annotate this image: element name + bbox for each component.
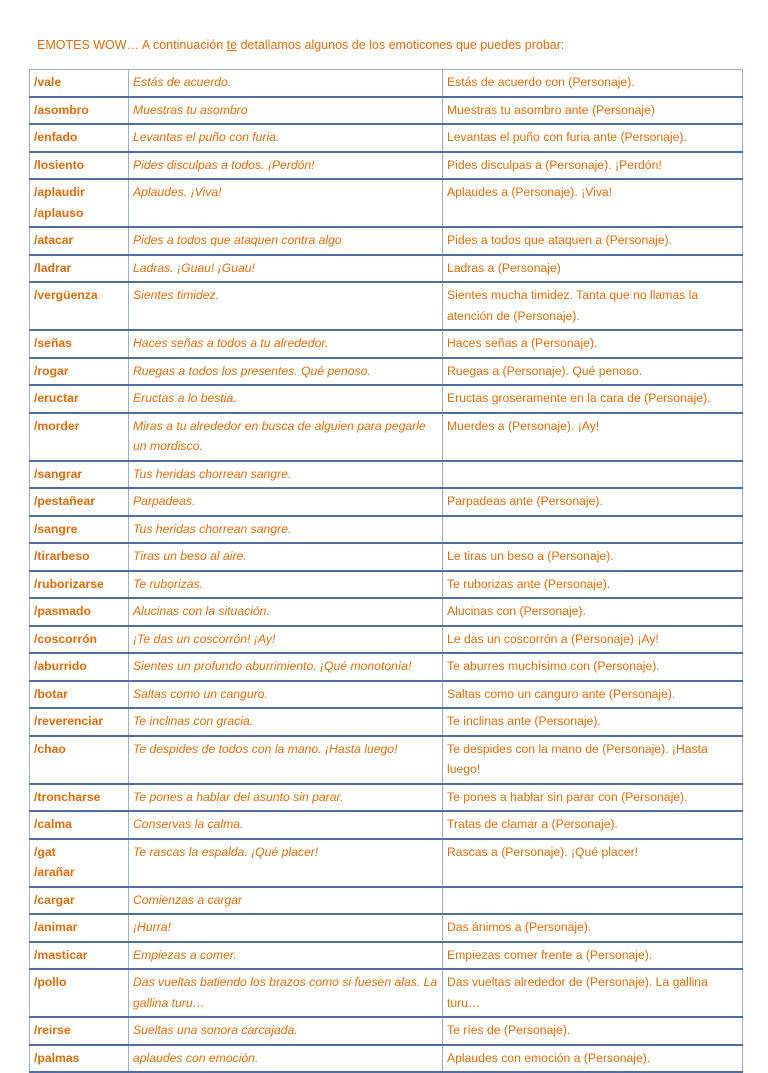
command-cell xyxy=(30,681,129,709)
command-cell-text: /botar xyxy=(34,686,68,701)
table-row xyxy=(30,413,743,461)
table-row xyxy=(30,255,743,283)
command-cell xyxy=(30,179,129,227)
command-cell-text: /atacar xyxy=(34,233,74,247)
self-description-cell xyxy=(129,598,443,626)
target-description-cell xyxy=(443,97,743,125)
self-description-cell xyxy=(129,626,443,654)
command-cell xyxy=(30,255,129,283)
table-row xyxy=(30,571,743,599)
table-row xyxy=(30,330,743,358)
command-cell xyxy=(30,488,129,516)
target-description-cell xyxy=(443,1045,743,1073)
target-description-cell xyxy=(443,811,743,839)
command-cell xyxy=(30,626,129,654)
self-description-cell xyxy=(129,811,443,839)
table-row xyxy=(30,152,743,180)
target-description-cell-text: Das vueltas alrededor de (Personaje). La gallina turu… xyxy=(447,975,708,1010)
self-description-cell-text: Ruegas a todos los presentes. Qué penoso. xyxy=(133,363,371,378)
target-description-cell-text: Ruegas a (Personaje). Qué penoso. xyxy=(447,363,643,378)
table-row xyxy=(30,942,743,970)
self-description-cell-text: Levantas el puño con furia. xyxy=(133,130,280,144)
target-description-cell-text: Eructas groseramente en la cara de (Personaje). xyxy=(447,391,711,405)
self-description-cell-text: Pides a todos que ataquen contra algo xyxy=(133,233,342,247)
heading-prefix: EMOTES WOW… A continuación xyxy=(37,38,227,52)
self-description-cell-text: Te inclinas con gracia. xyxy=(133,714,254,728)
self-description-cell-text: aplaudes con emoción. xyxy=(133,1050,259,1065)
target-description-cell-text: Te pones a hablar sin parar con (Personaje). xyxy=(447,789,688,804)
self-description-cell xyxy=(129,282,443,330)
command-cell-text: /troncharse xyxy=(34,789,101,804)
command-cell xyxy=(30,516,129,544)
self-description-cell-text: Aplaudes. ¡Viva! xyxy=(133,185,222,199)
emotes-table-body xyxy=(30,70,743,1073)
command-cell xyxy=(30,358,129,386)
target-description-cell-text: Te inclinas ante (Personaje). xyxy=(447,714,601,728)
command-cell xyxy=(30,124,129,152)
self-description-cell xyxy=(129,839,443,887)
self-description-cell-text: Pides disculpas a todos. ¡Perdón! xyxy=(133,157,315,172)
command-cell-text: /reirse xyxy=(34,1023,71,1037)
command-cell-text: /aburrido xyxy=(34,659,87,673)
target-description-cell xyxy=(443,461,743,489)
target-description-cell-text: Pides a todos que ataquen a (Personaje). xyxy=(447,233,672,247)
self-description-cell xyxy=(129,942,443,970)
command-cell-text: /señas xyxy=(34,336,72,350)
target-description-cell-text: Sientes mucha timidez. Tanta que no llamas la atención de (Personaje). xyxy=(447,288,699,323)
self-description-cell-text: Miras a tu alrededor en busca de alguien para pegarle un mordisco. xyxy=(133,418,426,453)
target-description-cell xyxy=(443,626,743,654)
self-description-cell-text: Te ruborizas. xyxy=(133,576,203,591)
self-description-cell xyxy=(129,124,443,152)
command-cell xyxy=(30,736,129,784)
self-description-cell xyxy=(129,516,443,544)
table-row xyxy=(30,887,743,915)
command-cell xyxy=(30,1045,129,1073)
command-cell-text: /ruborizarse xyxy=(34,576,104,591)
self-description-cell xyxy=(129,681,443,709)
target-description-cell-text: Haces señas a (Personaje). xyxy=(447,336,598,350)
command-cell-text: /coscorrón xyxy=(34,631,97,646)
self-description-cell-text: Haces señas a todos a tu alrededor. xyxy=(133,336,329,350)
self-description-cell xyxy=(129,914,443,942)
target-description-cell xyxy=(443,385,743,413)
self-description-cell xyxy=(129,413,443,461)
self-description-cell xyxy=(129,227,443,255)
target-description-cell xyxy=(443,942,743,970)
self-description-cell-text: Eructas a lo bestia. xyxy=(133,391,237,405)
command-cell-text: /pestañear xyxy=(34,494,95,508)
table-row xyxy=(30,811,743,839)
table-row xyxy=(30,488,743,516)
page-heading xyxy=(37,38,564,52)
target-description-cell xyxy=(443,887,743,915)
table-row xyxy=(30,461,743,489)
self-description-cell xyxy=(129,255,443,283)
table-row xyxy=(30,543,743,571)
table-row xyxy=(30,914,743,942)
self-description-cell xyxy=(129,543,443,571)
target-description-cell xyxy=(443,543,743,571)
target-description-cell-text: Muestras tu asombro ante (Personaje) xyxy=(447,102,655,117)
self-description-cell-text: Te rascas la espalda. ¡Qué placer! xyxy=(133,844,319,859)
self-description-cell-text: Tiras un beso al aire. xyxy=(133,549,247,563)
table-row xyxy=(30,626,743,654)
target-description-cell-text: Levantas el puño con furia ante (Personaje). xyxy=(447,130,687,144)
command-cell xyxy=(30,571,129,599)
command-cell-text: /sangrar xyxy=(34,466,83,481)
command-cell-text: /losiento xyxy=(34,157,85,172)
self-description-cell-text: Te despides de todos con la mano. ¡Hasta luego! xyxy=(133,741,398,756)
self-description-cell xyxy=(129,461,443,489)
command-cell-text: /enfado xyxy=(34,130,78,144)
self-description-cell xyxy=(129,488,443,516)
target-description-cell xyxy=(443,413,743,461)
command-cell xyxy=(30,70,129,97)
command-cell-text: /sangre xyxy=(34,521,78,536)
self-description-cell xyxy=(129,1045,443,1073)
target-description-cell xyxy=(443,179,743,227)
self-description-cell-text: Sientes un profundo aburrimiento. ¡Qué monotonía! xyxy=(133,659,412,673)
command-cell xyxy=(30,543,129,571)
self-description-cell-text: Alucinas con la situación. xyxy=(133,604,270,618)
table-row xyxy=(30,179,743,227)
self-description-cell xyxy=(129,358,443,386)
target-description-cell xyxy=(443,681,743,709)
target-description-cell-text: Aplaudes a (Personaje). ¡Viva! xyxy=(447,185,613,199)
command-cell xyxy=(30,385,129,413)
command-cell-text: /aplaudir /aplauso xyxy=(34,185,85,220)
table-row xyxy=(30,358,743,386)
command-cell xyxy=(30,942,129,970)
target-description-cell xyxy=(443,227,743,255)
target-description-cell xyxy=(443,969,743,1017)
table-row xyxy=(30,516,743,544)
self-description-cell xyxy=(129,653,443,681)
self-description-cell-text: Conservas la calma. xyxy=(133,817,244,831)
self-description-cell xyxy=(129,97,443,125)
target-description-cell xyxy=(443,839,743,887)
command-cell-text: /reverenciar xyxy=(34,714,104,728)
self-description-cell xyxy=(129,1017,443,1045)
target-description-cell-text: Parpadeas ante (Personaje). xyxy=(447,494,603,508)
target-description-cell-text: Rascas a (Personaje). ¡Qué placer! xyxy=(447,844,639,859)
self-description-cell xyxy=(129,179,443,227)
self-description-cell-text: Sientes timidez. xyxy=(133,288,220,302)
target-description-cell xyxy=(443,784,743,812)
target-description-cell xyxy=(443,598,743,626)
self-description-cell xyxy=(129,887,443,915)
table-row xyxy=(30,969,743,1017)
target-description-cell xyxy=(443,330,743,358)
table-row xyxy=(30,70,743,97)
target-description-cell xyxy=(443,282,743,330)
table-row xyxy=(30,227,743,255)
table-row xyxy=(30,385,743,413)
target-description-cell-text: Te ruborizas ante (Personaje). xyxy=(447,576,611,591)
self-description-cell xyxy=(129,969,443,1017)
target-description-cell-text: Das ánimos a (Personaje). xyxy=(447,920,592,934)
target-description-cell-text: Aplaudes con emoción a (Personaje). xyxy=(447,1050,651,1065)
self-description-cell-text: Saltas como un canguro. xyxy=(133,686,268,701)
command-cell xyxy=(30,598,129,626)
command-cell xyxy=(30,413,129,461)
target-description-cell xyxy=(443,653,743,681)
target-description-cell-text: Muerdes a (Personaje). ¡Ay! xyxy=(447,418,600,433)
target-description-cell-text: Tratas de clamar a (Personaje). xyxy=(447,817,618,831)
self-description-cell xyxy=(129,385,443,413)
target-description-cell-text: Alucinas con (Personaje). xyxy=(447,604,586,618)
table-row xyxy=(30,839,743,887)
target-description-cell xyxy=(443,358,743,386)
command-cell-text: /asombro xyxy=(34,102,89,117)
command-cell-text: /pasmado xyxy=(34,604,91,618)
self-description-cell-text: Empiezas a comer. xyxy=(133,947,237,962)
command-cell xyxy=(30,97,129,125)
target-description-cell xyxy=(443,708,743,736)
command-cell-text: /cargar xyxy=(34,892,75,907)
self-description-cell xyxy=(129,571,443,599)
command-cell xyxy=(30,1017,129,1045)
command-cell-text: /calma xyxy=(34,817,72,831)
command-cell xyxy=(30,330,129,358)
command-cell-text: /morder xyxy=(34,418,80,433)
command-cell xyxy=(30,282,129,330)
command-cell xyxy=(30,653,129,681)
target-description-cell xyxy=(443,914,743,942)
target-description-cell-text: Estás de acuerdo con (Personaje). xyxy=(447,75,635,89)
self-description-cell-text: Comienzas a cargar xyxy=(133,892,243,907)
command-cell xyxy=(30,784,129,812)
self-description-cell-text: Tus heridas chorrean sangre. xyxy=(133,466,292,481)
target-description-cell xyxy=(443,255,743,283)
table-row xyxy=(30,653,743,681)
table-row xyxy=(30,1017,743,1045)
target-description-cell xyxy=(443,488,743,516)
target-description-cell-text: Te ríes de (Personaje). xyxy=(447,1023,571,1037)
table-row xyxy=(30,681,743,709)
table-row xyxy=(30,282,743,330)
self-description-cell-text: Das vueltas batiendo los brazos como si fuesen alas. La gallina turu… xyxy=(133,975,438,1010)
heading-suffix: detallamos algunos de los emoticones que puedes probar: xyxy=(237,38,565,52)
self-description-cell xyxy=(129,152,443,180)
command-cell-text: /vale xyxy=(34,75,62,89)
target-description-cell-text: Te aburres muchísimo con (Personaje). xyxy=(447,659,660,673)
self-description-cell xyxy=(129,708,443,736)
self-description-cell-text: ¡Hurra! xyxy=(133,920,171,934)
command-cell xyxy=(30,914,129,942)
target-description-cell xyxy=(443,152,743,180)
target-description-cell xyxy=(443,1017,743,1045)
target-description-cell xyxy=(443,70,743,97)
target-description-cell-text: Pides disculpas a (Personaje). ¡Perdón! xyxy=(447,157,662,172)
command-cell-text: /chao xyxy=(34,741,66,756)
target-description-cell-text: Le tiras un beso a (Personaje). xyxy=(447,549,614,563)
command-cell xyxy=(30,811,129,839)
command-cell-text: /animar xyxy=(34,920,78,934)
self-description-cell-text: Parpadeas. xyxy=(133,494,196,508)
target-description-cell-text: Saltas como un canguro ante (Personaje). xyxy=(447,686,676,701)
target-description-cell-text: Ladras a (Personaje) xyxy=(447,260,561,275)
target-description-cell-text: Le das un coscorrón a (Personaje) ¡Ay! xyxy=(447,631,659,646)
command-cell-text: /gat /arañar xyxy=(34,844,75,879)
command-cell-text: /pollo xyxy=(34,975,67,989)
table-row xyxy=(30,708,743,736)
command-cell-text: /rogar xyxy=(34,363,69,378)
self-description-cell-text: Muestras tu asombro xyxy=(133,102,248,117)
self-description-cell-text: ¡Te das un coscorrón! ¡Ay! xyxy=(133,631,276,646)
command-cell-text: /vergüenza xyxy=(34,288,98,302)
target-description-cell xyxy=(443,571,743,599)
self-description-cell xyxy=(129,736,443,784)
self-description-cell-text: Estás de acuerdo. xyxy=(133,75,232,89)
target-description-cell-text: Empiezas comer frente a (Personaje). xyxy=(447,947,653,962)
command-cell-text: /masticar xyxy=(34,947,88,962)
table-row xyxy=(30,97,743,125)
command-cell xyxy=(30,887,129,915)
target-description-cell xyxy=(443,736,743,784)
self-description-cell-text: Te pones a hablar del asunto sin parar. xyxy=(133,789,344,804)
target-description-cell xyxy=(443,516,743,544)
command-cell xyxy=(30,969,129,1017)
command-cell-text: /palmas xyxy=(34,1050,80,1065)
command-cell xyxy=(30,461,129,489)
self-description-cell xyxy=(129,70,443,97)
command-cell xyxy=(30,708,129,736)
self-description-cell xyxy=(129,784,443,812)
table-row xyxy=(30,1045,743,1073)
emotes-table xyxy=(29,69,743,1073)
command-cell xyxy=(30,839,129,887)
table-row xyxy=(30,598,743,626)
self-description-cell-text: Tus heridas chorrean sangre. xyxy=(133,521,292,536)
command-cell-text: /ladrar xyxy=(34,260,72,275)
self-description-cell-text: Ladras. ¡Guau! ¡Guau! xyxy=(133,260,255,275)
command-cell-text: /tirarbeso xyxy=(34,549,90,563)
heading-underlined-word: te xyxy=(226,38,238,52)
self-description-cell xyxy=(129,330,443,358)
target-description-cell xyxy=(443,124,743,152)
table-row xyxy=(30,736,743,784)
table-row xyxy=(30,784,743,812)
target-description-cell-text: Te despides con la mano de (Personaje). ¡Hasta luego! xyxy=(447,741,708,776)
command-cell xyxy=(30,227,129,255)
command-cell-text: /eructar xyxy=(34,391,79,405)
self-description-cell-text: Sueltas una sonora carcajada. xyxy=(133,1023,298,1037)
command-cell xyxy=(30,152,129,180)
table-row xyxy=(30,124,743,152)
